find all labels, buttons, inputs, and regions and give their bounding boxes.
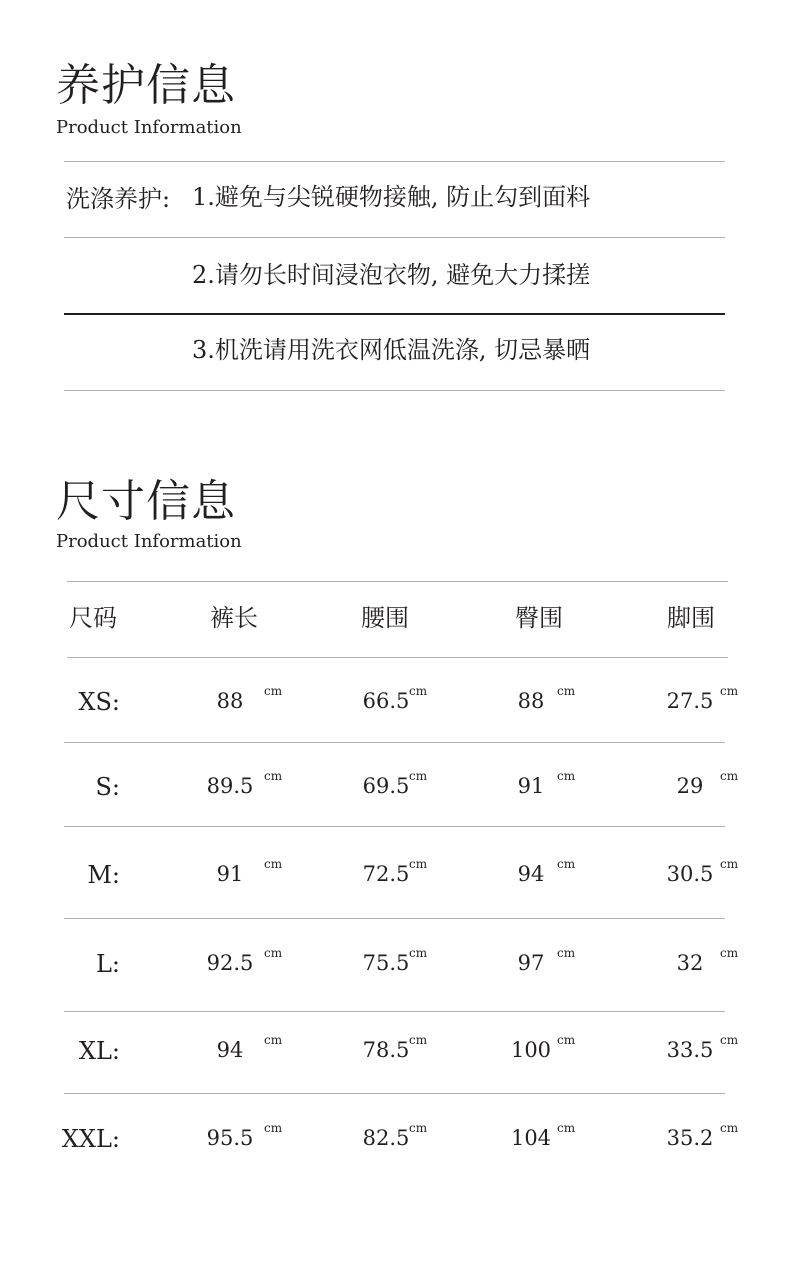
unit-label: cm — [264, 769, 283, 783]
unit-label: cm — [409, 1033, 428, 1047]
size-label: S: — [95, 773, 120, 801]
measurement-value: 35.2 — [666, 1126, 714, 1150]
measurement-value: 91 — [216, 862, 244, 886]
row-divider — [64, 1093, 725, 1094]
header-hem: 脚围 — [667, 604, 715, 632]
care-item-1: 1.避免与尖锐硬物接触, 防止勾到面料 — [192, 183, 591, 211]
table-top-border — [67, 581, 728, 582]
measurement-value: 29 — [676, 774, 704, 798]
unit-label: cm — [720, 769, 739, 783]
care-section-subtitle: Product Information — [56, 117, 242, 138]
unit-label: cm — [409, 946, 428, 960]
measurement-value: 100 — [510, 1038, 552, 1062]
care-item-2: 2.请勿长时间浸泡衣物, 避免大力揉搓 — [192, 261, 591, 289]
size-label: L: — [95, 950, 120, 978]
unit-label: cm — [720, 857, 739, 871]
care-label: 洗涤养护: — [66, 185, 171, 213]
divider — [64, 237, 725, 238]
unit-label: cm — [264, 946, 283, 960]
header-pants-length: 裤长 — [210, 604, 258, 632]
row-divider — [64, 742, 725, 743]
measurement-value: 95.5 — [206, 1126, 254, 1150]
size-section-title: 尺寸信息 — [56, 476, 236, 527]
measurement-value: 30.5 — [666, 862, 714, 886]
size-label: XL: — [78, 1037, 120, 1065]
row-divider — [64, 918, 725, 919]
measurement-value: 33.5 — [666, 1038, 714, 1062]
divider-dark — [64, 313, 725, 315]
size-section-subtitle: Product Information — [56, 531, 242, 552]
header-size: 尺码 — [69, 604, 117, 632]
unit-label: cm — [557, 684, 576, 698]
measurement-value: 92.5 — [206, 951, 254, 975]
unit-label: cm — [720, 684, 739, 698]
unit-label: cm — [720, 946, 739, 960]
measurement-value: 97 — [517, 951, 545, 975]
measurement-value: 89.5 — [206, 774, 254, 798]
size-label: XS: — [78, 688, 120, 716]
row-divider — [64, 1011, 725, 1012]
header-divider — [67, 657, 728, 658]
row-divider — [64, 826, 725, 827]
unit-label: cm — [264, 1121, 283, 1135]
unit-label: cm — [557, 769, 576, 783]
unit-label: cm — [409, 857, 428, 871]
size-label: XXL: — [61, 1125, 120, 1153]
measurement-value: 104 — [510, 1126, 552, 1150]
measurement-value: 66.5 — [362, 689, 410, 713]
unit-label: cm — [720, 1121, 739, 1135]
unit-label: cm — [557, 1033, 576, 1047]
unit-label: cm — [557, 857, 576, 871]
divider — [64, 390, 725, 391]
measurement-value: 75.5 — [362, 951, 410, 975]
measurement-value: 72.5 — [362, 862, 410, 886]
unit-label: cm — [720, 1033, 739, 1047]
care-item-3: 3.机洗请用洗衣网低温洗涤, 切忌暴晒 — [192, 336, 591, 364]
unit-label: cm — [409, 684, 428, 698]
measurement-value: 82.5 — [362, 1126, 410, 1150]
header-hip: 臀围 — [515, 604, 563, 632]
unit-label: cm — [557, 1121, 576, 1135]
unit-label: cm — [409, 769, 428, 783]
header-waist: 腰围 — [361, 604, 409, 632]
size-label: M: — [87, 861, 120, 889]
unit-label: cm — [264, 857, 283, 871]
measurement-value: 91 — [517, 774, 545, 798]
measurement-value: 88 — [216, 689, 244, 713]
measurement-value: 88 — [517, 689, 545, 713]
measurement-value: 94 — [216, 1038, 244, 1062]
measurement-value: 27.5 — [666, 689, 714, 713]
unit-label: cm — [264, 1033, 283, 1047]
unit-label: cm — [557, 946, 576, 960]
divider — [64, 161, 725, 162]
measurement-value: 32 — [676, 951, 704, 975]
measurement-value: 78.5 — [362, 1038, 410, 1062]
measurement-value: 94 — [517, 862, 545, 886]
unit-label: cm — [409, 1121, 428, 1135]
unit-label: cm — [264, 684, 283, 698]
care-section-title: 养护信息 — [56, 60, 236, 111]
measurement-value: 69.5 — [362, 774, 410, 798]
